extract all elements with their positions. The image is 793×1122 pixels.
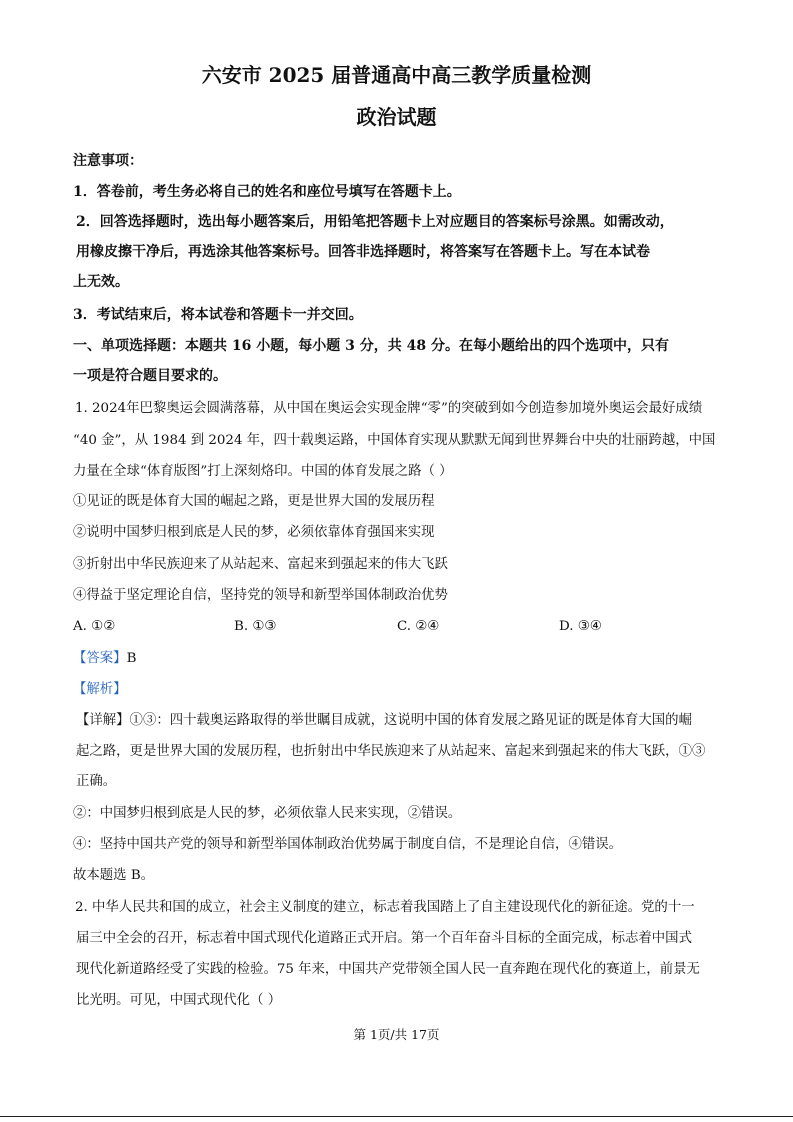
page-subtitle: 政治试题 xyxy=(356,105,437,129)
notice-heading: 注意事项： xyxy=(73,153,143,169)
notice-item-2-line-3: 上无效。 xyxy=(73,274,129,290)
q1-statement-2: ②说明中国梦归根到底是人民的梦，必须依靠体育强国来实现 xyxy=(73,525,435,540)
q1-option-b: B. ①③ xyxy=(234,619,277,634)
q1-answer xyxy=(73,650,136,668)
q2-stem-line-3: 现代化新道路经受了实践的检验。75 年来，中国共产党带领全国人民一直奔跑在现代化的赛道上，前景无 xyxy=(76,962,700,977)
q1-conclusion: 故本题选 B。 xyxy=(73,868,155,883)
page-title: 六安市 2025 届普通高中高三教学质量检测 xyxy=(201,63,592,87)
notice-item-2-line-2: 用橡皮擦干净后，再选涂其他答案标号。回答非选择题时，将答案写在答题卡上。写在本试卷 xyxy=(76,244,650,260)
answer-value: B xyxy=(126,651,137,666)
q1-statement-1: ①见证的既是体育大国的崛起之路，更是世界大国的发展历程 xyxy=(73,494,435,509)
notice-item-1: 1．答卷前，考生务必将自己的姓名和座位号填写在答题卡上。 xyxy=(73,184,461,200)
section-heading-line-1: 一、单项选择题：本题共 16 小题，每小题 3 分，共 48 分。在每小题给出的四个选项中，只有 xyxy=(73,338,669,354)
q1-statement-4: ④得益于坚定理论自信，坚持党的领导和新型举国体制政治优势 xyxy=(73,588,448,603)
q1-statement-3: ③折射出中华民族迎来了从站起来、富起来到强起来的伟大飞跃 xyxy=(73,557,448,572)
notice-item-3: 3．考试结束后，将本试卷和答题卡一并交回。 xyxy=(73,307,363,323)
section-heading-line-2: 一项是符合题目要求的。 xyxy=(73,368,227,384)
q1-detail-line-2: 起之路，更是世界大国的发展历程，也折射出中华民族迎来了从站起来、富起来到强起来的伟大飞跃，①③ xyxy=(76,744,706,759)
q1-option-c: C. ②④ xyxy=(397,619,440,634)
q1-stem-line-3: 力量在全球“体育版图”打上深刻烙印。中国的体育发展之路（ ） xyxy=(73,464,453,479)
page-number: 第 1页/共 17页 xyxy=(353,1027,440,1042)
analysis-tag: 【解析】 xyxy=(73,682,127,697)
q2-stem-line-4: 比光明。可见，中国式现代化（ ） xyxy=(76,993,282,1008)
q2-stem-line-1: 2. 中华人民共和国的成立，社会主义制度的建立，标志着我国踏上了自主建设现代化的新征途。党的十一 xyxy=(75,900,695,915)
q1-option-d: D. ③④ xyxy=(559,619,602,634)
q1-stem-line-2: “40 金”，从 1984 到 2024 年，四十载奥运路，中国体育实现从默默无闻到世界舞台中央的壮丽跨越，中国 xyxy=(73,433,716,448)
q1-detail-line-1: 【详解】①③：四十载奥运路取得的举世瞩目成就，这说明中国的体育发展之路见证的既是体育大国的崛 xyxy=(76,713,692,728)
q1-detail-line-3: 正确。 xyxy=(76,774,117,789)
q1-option-a: A. ①② xyxy=(73,619,116,634)
q1-stem-line-1: 1. 2024年巴黎奥运会圆满落幕，从中国在奥运会实现金牌“零”的突破到如今创造参加境外奥运会最好成绩 xyxy=(75,401,703,416)
bottom-divider xyxy=(0,1116,793,1117)
q1-detail-line-5: ④：坚持中国共产党的领导和新型举国体制政治优势属于制度自信，不是理论自信，④错误。 xyxy=(73,837,623,852)
notice-item-2-line-1: 2．回答选择题时，选出每小题答案后，用铅笔把答题卡上对应题目的答案标号涂黑。如需改动， xyxy=(76,214,674,230)
answer-tag: 【答案】 xyxy=(73,651,127,666)
q1-detail-line-4: ②：中国梦归根到底是人民的梦，必须依靠人民来实现，②错误。 xyxy=(73,806,462,821)
q2-stem-line-2: 届三中全会的召开，标志着中国式现代化道路正式开启。第一个百年奋斗目标的全面完成，标志着中国式 xyxy=(76,931,692,946)
